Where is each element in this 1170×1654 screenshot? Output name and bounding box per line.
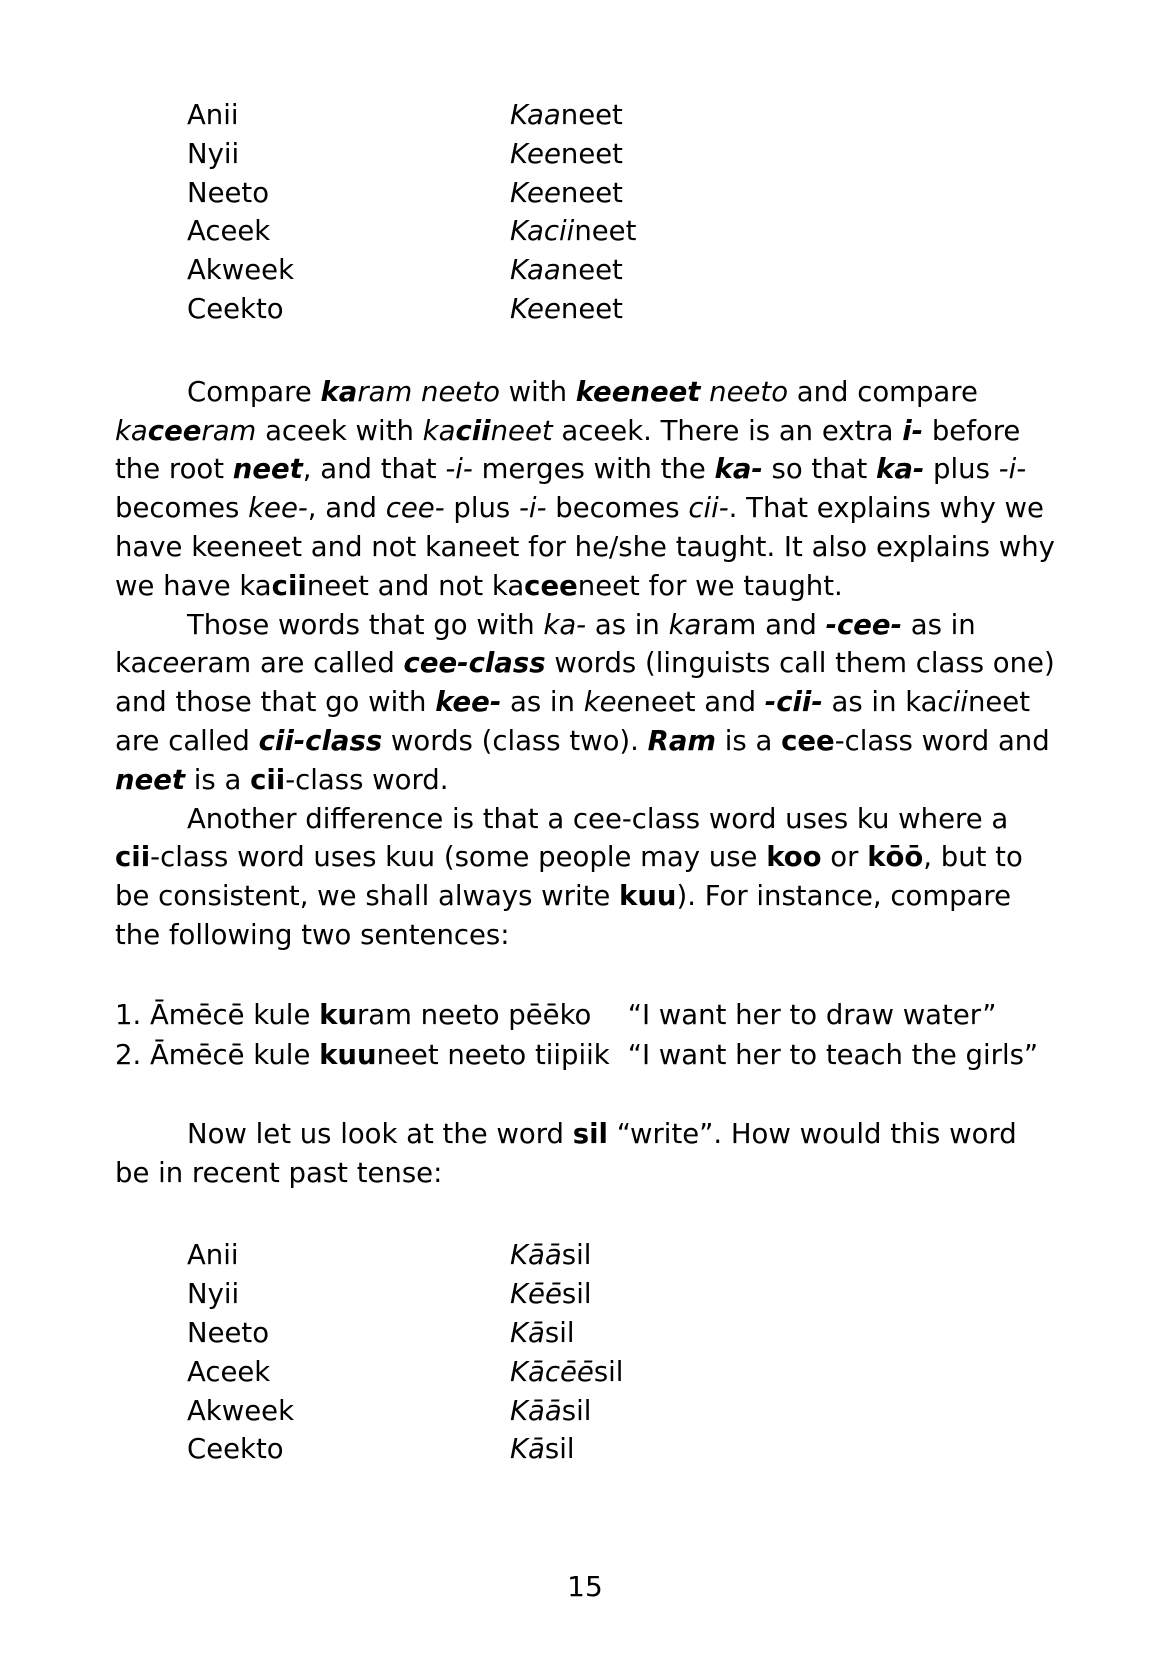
text-run: aceek. There is an extra <box>552 414 903 447</box>
verb-form-cell <box>510 1353 910 1392</box>
text-run: cee- <box>385 492 445 525</box>
example-translation: “I want her to teach the girls” <box>627 1038 1039 1071</box>
verb-prefix: Kee <box>510 137 561 170</box>
paradigm-table-one <box>115 96 910 329</box>
verb-prefix: Kēē <box>510 1278 562 1311</box>
text-run: cee-class <box>403 647 546 680</box>
text-run: Now let us look at the word <box>187 1117 573 1150</box>
text-run: neet are called <box>115 686 1031 757</box>
text-run: so that <box>762 453 877 486</box>
spacer <box>115 329 1055 373</box>
spacer <box>115 1192 1055 1236</box>
pronoun-cell: Nyii <box>187 1278 240 1311</box>
text-run: ka- <box>714 453 763 486</box>
verb-prefix: Kaa <box>510 254 561 287</box>
table-row <box>115 212 910 251</box>
verb-prefix: Kee <box>510 176 561 209</box>
pronoun-cell: Anii <box>187 1239 239 1272</box>
spacer <box>115 955 1055 995</box>
paragraph-classes <box>115 606 1055 800</box>
text-run: , and <box>307 492 386 525</box>
text-run: and <box>756 608 826 641</box>
text-run: and compare <box>788 375 978 408</box>
verb-form-cell <box>510 135 910 174</box>
verb-root: sil <box>561 1394 592 1427</box>
paradigm-table-two <box>115 1236 910 1469</box>
text-run: becomes <box>546 492 689 525</box>
text-run: plus <box>444 492 519 525</box>
text-run: cii <box>271 569 307 602</box>
pronoun-cell: Neeto <box>187 176 270 209</box>
text-run: Another difference is that a cee-class word uses ku where a <box>187 802 1009 835</box>
text-run: neet and not ka <box>306 569 525 602</box>
verb-form-cell <box>510 1236 910 1275</box>
text-run: kuu <box>319 1038 377 1071</box>
text-run <box>700 376 709 408</box>
text-run: kuu <box>619 880 677 913</box>
text-run: merges with the <box>472 453 715 486</box>
verb-form-cell <box>510 96 910 135</box>
verb-prefix: Kee <box>510 292 561 325</box>
text-run: . That explains why we have keeneet and not kaneet for he/she taught. It also explains why we have ka <box>115 492 1055 602</box>
text-run: cii- <box>688 492 729 525</box>
text-run: ka <box>320 375 358 408</box>
verb-form-cell <box>510 290 910 329</box>
text-run: neet <box>633 686 696 719</box>
verb-prefix: Kā <box>510 1433 545 1466</box>
verb-prefix: Kāā <box>510 1394 562 1427</box>
verb-prefix: Kaa <box>510 99 561 131</box>
pronoun-cell: Neeto <box>187 1316 270 1349</box>
text-run: Ram <box>647 724 717 757</box>
text-run: “write”. How would this word be in recent past tense: <box>115 1117 1017 1189</box>
text-run: ka <box>115 414 148 447</box>
example-sentence <box>115 1035 628 1075</box>
verb-prefix: Kā <box>510 1316 545 1349</box>
text-run: cee <box>147 647 197 680</box>
text-run: and <box>695 686 765 719</box>
table-row <box>115 135 910 174</box>
table-row <box>115 96 910 135</box>
list-item <box>115 1035 1038 1075</box>
pronoun-cell: Anii <box>187 99 239 131</box>
verb-form-cell <box>510 1275 910 1314</box>
text-run: koo <box>766 841 822 874</box>
table-row <box>115 1430 910 1469</box>
text-run: kee- <box>435 686 502 719</box>
example-number: 2. <box>115 1038 142 1071</box>
text-run: sil <box>572 1117 608 1150</box>
text-run: or <box>821 841 868 874</box>
example-sentences <box>115 995 1038 1075</box>
text-run: ku <box>319 998 357 1031</box>
verb-root: neet <box>574 215 637 248</box>
verb-prefix: Kāā <box>510 1239 562 1272</box>
text-run: ram are called <box>196 647 404 680</box>
verb-root: neet <box>560 99 623 131</box>
table-row <box>115 251 910 290</box>
text-run: plus <box>924 453 999 486</box>
pronoun-cell: Akweek <box>187 1394 294 1427</box>
pronoun-cell: Ceekto <box>187 292 284 325</box>
text-run: ram neeto <box>357 375 500 408</box>
text-run: -i- <box>445 453 473 486</box>
paragraph-compare <box>115 373 1055 606</box>
text-run: as in ka <box>822 686 938 719</box>
text-run: as in <box>586 608 669 641</box>
text-run: keeneet <box>575 375 701 408</box>
text-run: aceek with <box>256 414 423 447</box>
text-run: is a <box>185 763 251 796</box>
text-run: as in ka <box>115 608 976 680</box>
verb-root: sil <box>593 1355 624 1388</box>
table-row <box>115 290 910 329</box>
text-run: ka- <box>543 608 587 641</box>
text-run: Āmēcē kule <box>150 1038 320 1071</box>
text-run: neet <box>490 414 553 447</box>
pronoun-cell: Aceek <box>187 1355 271 1388</box>
text-run: ram <box>701 608 757 641</box>
pronoun-cell: Akweek <box>187 254 294 287</box>
text-run: i- <box>902 414 924 447</box>
text-run: cee <box>524 569 578 602</box>
verb-root: sil <box>561 1239 592 1272</box>
pronoun-cell: Ceekto <box>187 1433 284 1466</box>
text-run: neeto <box>709 375 789 408</box>
table-row <box>115 1275 910 1314</box>
text-run: words (class two). <box>382 724 648 757</box>
text-run: kōō <box>867 841 924 874</box>
text-run: neet for we taught. <box>577 569 843 602</box>
text-run: neet <box>232 453 303 486</box>
text-run: -cee- <box>825 608 902 641</box>
text-run: cii <box>937 686 968 719</box>
text-run: -cii- <box>764 686 823 719</box>
verb-root: sil <box>544 1316 575 1349</box>
paragraph-sil <box>115 1115 1055 1193</box>
text-run: cee <box>147 414 202 447</box>
example-text <box>150 1039 610 1071</box>
text-run: ka- <box>876 453 925 486</box>
table-row <box>115 1392 910 1431</box>
text-run: cii <box>455 414 491 447</box>
page-content <box>115 96 1055 1469</box>
verb-root: neet <box>560 137 623 170</box>
text-run: before the root <box>115 414 1021 486</box>
paradigm-two-body <box>115 1236 910 1469</box>
example-space <box>141 999 150 1031</box>
table-row <box>115 1314 910 1353</box>
text-run: Āmēcē kule <box>150 998 320 1031</box>
verb-form-cell <box>510 251 910 290</box>
example-sentences-body <box>115 995 1038 1075</box>
paradigm-one-body <box>115 96 910 329</box>
verb-root: sil <box>544 1433 575 1466</box>
example-translation: “I want her to draw water” <box>627 998 997 1031</box>
text-run: -i- <box>998 453 1027 486</box>
text-run: words (linguists call them class one) and those that go with <box>115 647 1055 719</box>
text-run: ram <box>201 414 257 447</box>
table-row <box>115 1236 910 1275</box>
verb-form-cell <box>510 212 910 251</box>
text-run: cee <box>781 724 835 757</box>
verb-prefix: Kacii <box>510 215 575 248</box>
verb-prefix: Kācēē <box>510 1355 594 1388</box>
text-run: neet <box>115 763 186 796</box>
text-run: Compare <box>187 375 321 408</box>
text-run: as in <box>501 686 584 719</box>
text-run: cii <box>250 763 286 796</box>
text-run: -class word and <box>834 724 1050 757</box>
verb-root: neet <box>560 176 623 209</box>
pronoun-cell: Aceek <box>187 215 271 248</box>
verb-form-cell <box>510 174 910 213</box>
table-row <box>115 174 910 213</box>
text-run: ram neeto pēēko <box>356 998 592 1031</box>
text-run: -class word. <box>285 763 449 796</box>
text-run: cii <box>115 841 151 874</box>
text-run: ). For instance, compare the following two sentences: <box>115 880 1012 951</box>
text-run: , and that <box>302 453 446 486</box>
verb-form-cell <box>510 1314 910 1353</box>
table-row <box>115 1353 910 1392</box>
pronoun-cell: Nyii <box>187 137 240 170</box>
example-text <box>150 999 591 1031</box>
verb-root: neet <box>560 292 623 325</box>
text-run: kee- <box>248 492 308 525</box>
verb-form-cell <box>510 1430 910 1469</box>
verb-root: neet <box>560 254 623 287</box>
text-run: ka <box>422 414 456 447</box>
verb-root: sil <box>561 1278 592 1311</box>
page-number: 15 <box>567 1570 603 1603</box>
text-run: kee <box>583 686 634 719</box>
example-sentence <box>115 995 628 1035</box>
text-run: is a <box>716 724 782 757</box>
text-run: , but to be consistent, we shall always write <box>115 841 1023 913</box>
text-run: becomes <box>115 492 249 525</box>
text-run: ka <box>668 608 702 641</box>
text-run: neet neeto tiipiik <box>376 1038 610 1071</box>
text-run: cii-class <box>258 724 383 757</box>
verb-form-cell <box>510 1392 910 1431</box>
list-item <box>115 995 1038 1035</box>
example-number: 1. <box>115 998 142 1031</box>
text-run: -class word uses kuu (some people may use <box>150 841 767 874</box>
text-run: with <box>499 375 576 408</box>
paragraph-ku-kuu <box>115 800 1055 955</box>
example-space <box>141 1039 150 1071</box>
text-run: -i- <box>519 492 547 525</box>
text-run: Those words that go with <box>187 608 544 641</box>
spacer <box>115 1075 1055 1115</box>
